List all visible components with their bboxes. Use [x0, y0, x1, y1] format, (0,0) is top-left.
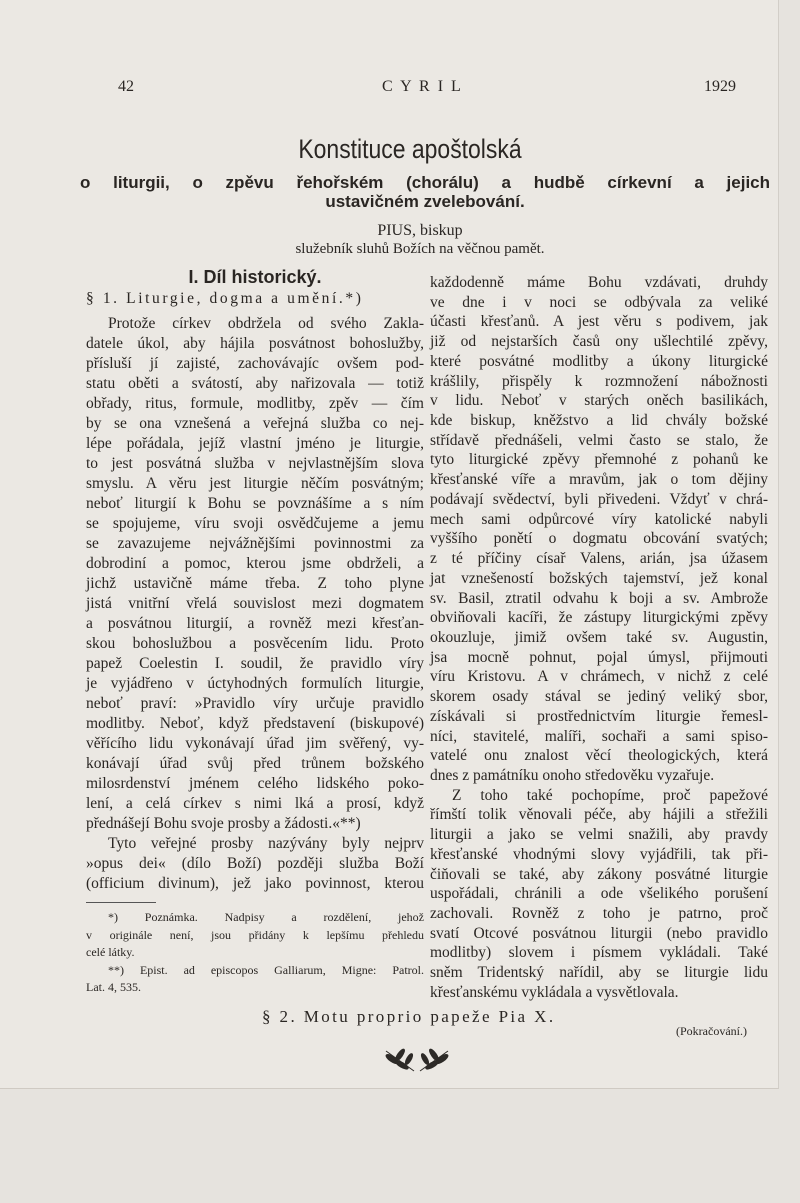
text-line: datele úkol, aby hájila posvátnost bohoslužby, — [86, 335, 424, 352]
section-2-heading: § 2. Motu proprio papeže Pia X. — [262, 1007, 556, 1026]
text-line: obřady, ritus, formule, modlitby, zpěv — čím — [86, 395, 424, 412]
text-line: neboť praví: »Pravidlo víry určuje pravidlo — [86, 695, 424, 712]
text-line: kde biskup, kněžstvo a lid chvály božské — [430, 412, 768, 430]
right-column — [430, 273, 768, 1003]
text-line: křesťanské víře a mravům, jak o tom dějiny — [430, 471, 768, 489]
text-line: mech sami odpůrcové víry katolické nabyli — [430, 510, 768, 528]
text-line: lení, a celá církev s nimi lká a prosí, když — [86, 795, 424, 812]
text-line: Protože církev obdržela od svého Zakla- — [108, 315, 424, 332]
text-line: je vyjádřeno v úctyhodných formulích liturgie, — [86, 675, 424, 692]
text-line: z té příčiny císař Valens, arián, jsa úžasem — [430, 550, 768, 568]
text-line: Lat. 4, 535. — [86, 980, 141, 994]
text-line: v originále není, jsou přidány k lepšímu přehledu — [86, 927, 424, 942]
text-line: dnes z památníku onoho středověku vyzařuje. — [430, 766, 715, 784]
text-line: papež Coelestin I. soudil, že pravidlo víry — [86, 655, 424, 672]
text-line: lépe pořádala, jejíž vlastní jméno je liturgie, — [86, 435, 424, 452]
section-heading: § 1. Liturgie, dogma a umění.*) — [86, 290, 364, 307]
text-line: liturgii a jako se velmi snažili, aby pravdy — [430, 826, 768, 844]
text-line: se zavazujeme nejvážnějšími povinnostmi za — [86, 535, 424, 552]
text-line: již od nejstarších časů ony ušlechtilé zpěvy, — [430, 333, 768, 351]
text-line: přísluší jí zajisté, zachovávajíc ovšem pod- — [86, 355, 424, 372]
text-line: skorem osady stával se jediný veliký sbor, — [430, 688, 768, 706]
text-line: římští tolik věnovali péče, aby hájili a střežili — [430, 806, 768, 824]
text-line: Z toho také pochopíme, proč papežové — [452, 786, 768, 804]
text-line: to jest posvátná služba v nejvlastnějším slova — [86, 455, 424, 472]
text-line: jsa mocně pohnut, pojal úmysl, přijmouti — [430, 648, 768, 666]
text-line: víru Kristovu. A v chrámech, v nichž z celé — [430, 668, 768, 686]
text-line: a posvátnou liturgií, a rovněž mezi křesťan- — [86, 615, 424, 632]
text-line: skou bohoslužbou a posvěcením lidu. Proto — [86, 635, 424, 652]
journal-name: C Y R I L — [382, 78, 463, 95]
article-subtitle-line: ustavičném zvelebování. — [325, 192, 525, 211]
laurel-branches-icon — [382, 1045, 452, 1078]
salutation-line: služebník sluhů Božích na věčnou pamět. — [295, 241, 545, 257]
text-line: jichž ustavičně máme třeba. Z toho plyne — [86, 575, 424, 592]
text-line: by se ona vznešená a veřejná služba co nej- — [86, 415, 424, 432]
text-line: střídavě přednášeli, velmi často se stalo, že — [430, 431, 768, 449]
text-line: dobrodiní a pomoc, kterou jsme obdrželi, a — [86, 555, 424, 572]
page-number: 42 — [118, 78, 134, 95]
text-line: křesťanskému vykládala a vysvětlovala. — [430, 983, 679, 1001]
text-line: ve dne i v noci se odbývala za veliké — [430, 293, 768, 311]
text-line: věřícího lidu vykonávají úřad jim svěřený, vy- — [86, 735, 424, 752]
text-line: které posvátné modlitby a úkony liturgické — [430, 352, 768, 370]
text-line: (officium divinum), jež jako povinnost, kterou — [86, 875, 424, 892]
year: 1929 — [704, 78, 736, 95]
text-line: modlitby) slovem i písmem vykládali. Také — [430, 944, 768, 962]
text-line: milosrdenství jménem celého lidského poko- — [86, 775, 424, 792]
text-line: přednášejí Bohu svoje prosby a žádosti.«**) — [86, 815, 361, 832]
continued-note: (Pokračování.) — [676, 1024, 747, 1038]
part-heading: I. Díl historický. — [188, 267, 322, 287]
text-line: **) Epist. ad episcopos Galliarum, Migne: Patrol. — [108, 962, 424, 977]
text-line: »opus dei« (dílo Boží) později služba Boží — [86, 855, 424, 872]
text-line: Tyto veřejné prosby nazývány byly nejprv — [108, 835, 424, 852]
text-line: jistá vnitřní vřelá souvislost mezi dogmatem — [86, 595, 424, 612]
text-line: zachovali. Rovněž z toho je patrno, proč — [430, 905, 768, 922]
text-line: krášlily, přispěly k rozmnožení nábožnosti — [430, 372, 768, 390]
text-line: sněm Tridentský nařídil, aby se liturgie lidu — [430, 964, 768, 982]
text-line: celé látky. — [86, 945, 135, 959]
text-line: statu oběti a svátostí, aby nařizovala — totiž — [86, 375, 424, 392]
footnotes — [86, 909, 424, 997]
text-line: okouzluje, jimiž ovšem také sv. Augustin, — [430, 628, 768, 646]
text-line: modlitby. Neboť, když představení (biskupové) — [86, 715, 424, 732]
text-line: sv. Basil, ztratil odvahu k boji a sv. Ambrože — [430, 589, 768, 607]
footnote-divider — [86, 902, 156, 903]
text-line: podávají svědectví, byli přivedeni. Vždyť v chrá- — [430, 490, 768, 508]
article-title: Konstituce apoštolská — [298, 134, 522, 164]
left-column — [86, 314, 424, 894]
text-line: *) Poznámka. Nadpisy a rozdělení, jehož — [108, 910, 424, 924]
text-line: každodenně máme Bohu vzdávati, druhdy — [430, 274, 768, 291]
article-subtitle-line: o liturgii, o zpěvu řehořském (chorálu) a hudbě církevní a jejich — [80, 173, 770, 192]
text-line: získávali si prostřednictvím liturgie řemesl- — [430, 707, 768, 725]
text-line: se spojujeme, víru svoji osvědčujeme a jemu — [86, 515, 424, 532]
text-line: konávají úřad svůj před trůnem božského — [86, 755, 424, 772]
text-line: tyto liturgické zpěvy přemnohé z pohanů ke — [430, 451, 768, 469]
text-line: vyššího ponětí o dogmatu obcování svatých; — [430, 530, 768, 548]
text-line: čiňovali se také, aby zákony posvátné liturgie — [430, 865, 768, 883]
text-line: svatí Otcové posvátnou liturgii (nebo pravidlo — [430, 924, 768, 942]
text-line: křesťanské vhodnými slovy vyjádřili, tak při- — [430, 845, 768, 863]
text-line: v lidu. Neboť v starých oněch basilikách, — [430, 392, 768, 410]
text-line: účasti křesťanů. A jest věru s podivem, jak — [430, 313, 768, 331]
salutation-author: PIUS, biskup — [377, 222, 463, 239]
text-line: smyslu. A věru jest liturgie něčím posvátným; — [86, 475, 424, 492]
text-line: neboť liturgií k Bohu se povznášíme a s ním — [86, 495, 424, 512]
text-line: uspořádali, chránili a ode všelikého porušení — [430, 885, 768, 903]
text-line: vatelé onu znalost věcí theologických, která — [430, 747, 768, 765]
text-line: obviňovali kacíři, že zástupy liturgickými zpěvy — [430, 609, 768, 627]
text-line: níci, stavitelé, malíři, sochaři a sami spiso- — [430, 727, 768, 745]
text-line: jat vznešeností božských tajemství, jež konal — [430, 569, 768, 587]
